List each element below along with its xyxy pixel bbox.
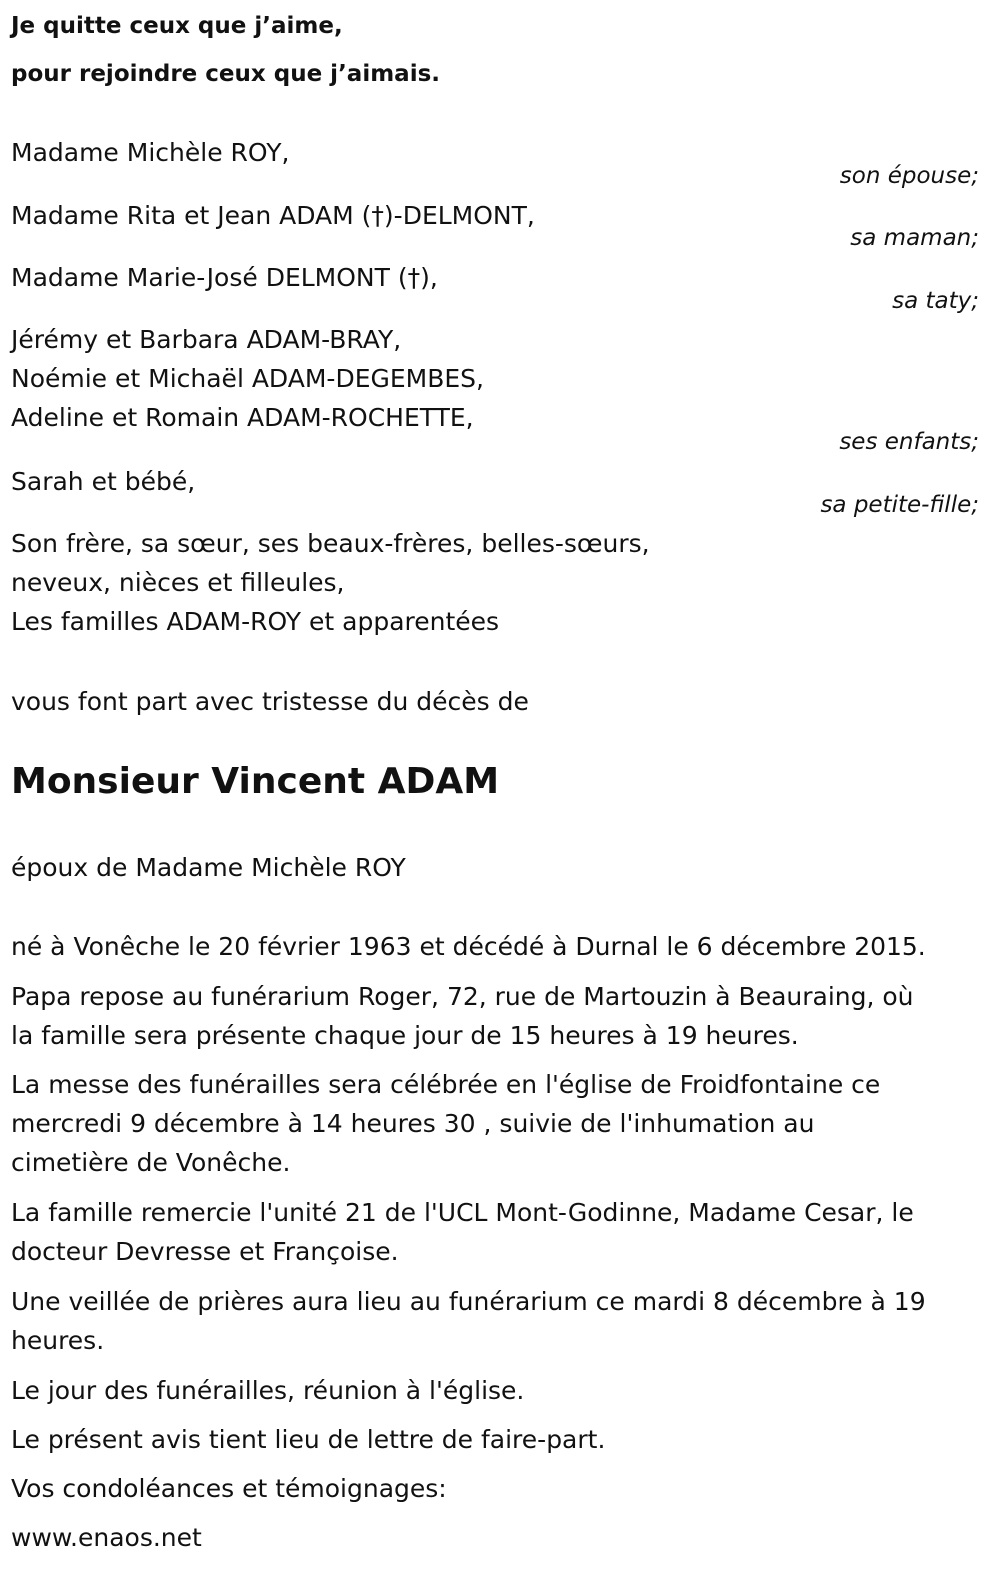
paragraph-line: Une veillée de prières aura lieu au funérarium ce mardi 8 décembre à 19 [11,1287,926,1316]
birth-death-line: né à Vonêche le 20 février 1963 et décédé à Durnal le 6 décembre 2015. [11,932,926,961]
family-member: Sarah et bébé, [11,467,196,496]
relation-label: sa petite-fille; [820,492,979,518]
paragraph-line: cimetière de Vonêche. [11,1148,291,1177]
meeting-line: Le jour des funérailles, réunion à l'église. [11,1376,525,1405]
family-member [11,320,484,437]
paragraph-line: mercredi 9 décembre à 14 heures 30 , suivie de l'inhumation au [11,1109,815,1138]
quote-line-1: Je quitte ceux que j’aime, [11,13,343,39]
paragraph-line: La famille remercie l'unité 21 de l'UCL Mont-Godinne, Madame Cesar, le [11,1198,914,1227]
relation-label: sa maman; [850,225,979,251]
funerarium-paragraph [11,977,914,1055]
paragraph-line: La messe des funérailles sera célébrée en l'église de Froidfontaine ce [11,1070,881,1099]
extended-family-line: Les familles ADAM-ROY et apparentées [11,607,500,636]
thanks-paragraph [11,1193,914,1271]
vigil-paragraph [11,1282,926,1360]
extended-family [11,524,650,641]
website-link[interactable]: www.enaos.net [11,1523,202,1552]
relation-label: sa taty; [892,288,979,314]
family-member: Madame Rita et Jean ADAM (†)-DELMONT, [11,201,535,230]
paragraph-line: heures. [11,1326,105,1355]
child-line: Adeline et Romain ADAM-ROCHETTE, [11,403,474,432]
announcement: vous font part avec tristesse du décès de [11,687,529,716]
relation-label: son épouse; [839,163,979,189]
extended-family-line: neveux, nièces et filleules, [11,568,345,597]
child-line: Jérémy et Barbara ADAM-BRAY, [11,325,402,354]
spouse-line: époux de Madame Michèle ROY [11,853,406,882]
paragraph-line: Papa repose au funérarium Roger, 72, rue de Martouzin à Beauraing, où [11,982,914,1011]
mass-paragraph [11,1065,880,1182]
notice-line: Le présent avis tient lieu de lettre de faire-part. [11,1425,606,1454]
child-line: Noémie et Michaël ADAM-DEGEMBES, [11,364,484,393]
quote-line-2: pour rejoindre ceux que j’aimais. [11,61,441,87]
paragraph-line: docteur Devresse et Françoise. [11,1237,399,1266]
condolences-line: Vos condoléances et témoignages: [11,1474,447,1503]
relation-label: ses enfants; [839,429,979,455]
family-member: Madame Michèle ROY, [11,138,290,167]
family-member: Madame Marie-José DELMONT (†), [11,263,438,292]
deceased-name: Monsieur Vincent ADAM [11,761,500,802]
extended-family-line: Son frère, sa sœur, ses beaux-frères, belles-sœurs, [11,529,650,558]
paragraph-line: la famille sera présente chaque jour de 15 heures à 19 heures. [11,1021,799,1050]
